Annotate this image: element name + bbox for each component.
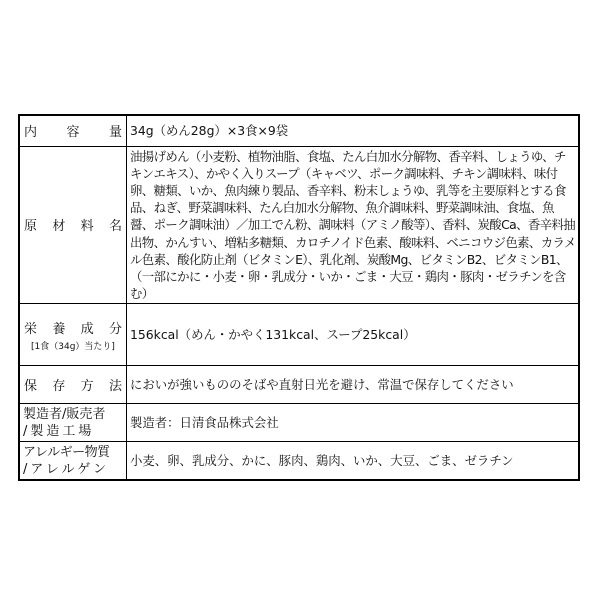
label-char: 方 <box>80 379 94 395</box>
value-nutrition: 156kcal（めん・かやく131kcal、スープ25kcal） <box>127 304 580 366</box>
label-ingredients-text <box>20 215 126 234</box>
label-nutrition-serving: [1食（34g）当たり] <box>31 341 115 352</box>
row-nutrition <box>19 304 579 366</box>
row-allergens <box>19 442 579 480</box>
value-storage: においが強いもののそばや直射日光を避け、常温で保存してください <box>127 366 580 404</box>
label-manufacturer-line1: 製造者/販売者 <box>23 406 106 422</box>
label-allergens <box>19 442 127 480</box>
label-char: 料 <box>80 219 94 235</box>
label-char: 栄 <box>24 321 38 337</box>
label-contents-text <box>20 121 126 140</box>
product-label-table <box>18 114 580 481</box>
label-storage <box>19 366 127 404</box>
label-char: 材 <box>52 219 66 235</box>
label-char: 保 <box>24 379 38 395</box>
label-char: 存 <box>52 379 66 395</box>
label-char: 成 <box>80 321 94 337</box>
label-char: 分 <box>108 321 122 337</box>
label-char: 法 <box>108 379 122 395</box>
row-ingredients <box>19 146 579 304</box>
row-manufacturer <box>19 404 579 442</box>
value-allergens: 小麦、卵、乳成分、かに、豚肉、鶏肉、いか、大豆、ごま、ゼラチン <box>127 442 580 480</box>
value-ingredients: 油揚げめん（小麦粉、植物油脂、食塩、たん白加水分解物、香辛料、しょうゆ、チキンエキス）、かやく入りスープ（キャベツ、ポーク調味料、チキン調味料、味付卵、糖類、いか、魚肉練り製品、香辛料、粉末しょうゆ、乳等を主要原料とする食品、ねぎ、野菜調味料、たん白加水分解物、魚介調味料、野菜調味油、食塩、魚醤、ポーク調味油）／加工でん粉、調味料（アミノ酸等）、香料、炭酸Ca、香辛料抽出物、かんすい、増粘多糖類、カロチノイド色素、酸味料、ベニコウジ色素、カラメル色素、酸化防止剤（ビタミンE）、乳化剤、炭酸Mg、ビタミンB2、ビタミンB1、（一部にかに・小麦・卵・乳成分・いか・ごま・大豆・鶏肉・豚肉・ゼラチンを含む） <box>127 146 580 304</box>
row-contents <box>19 115 579 146</box>
row-storage <box>19 366 579 404</box>
label-manufacturer-line2: /製造工場 <box>23 423 95 439</box>
label-manufacturer <box>19 404 127 442</box>
value-contents: 34g（めん28g）×3食×9袋 <box>127 115 580 146</box>
label-char: 養 <box>52 321 66 337</box>
label-allergens-line1: アレルギー物質 <box>23 444 110 460</box>
label-char: 名 <box>108 219 122 235</box>
label-nutrition <box>19 304 127 366</box>
value-manufacturer: 製造者：日清食品株式会社 <box>127 404 580 442</box>
label-char: 内 <box>24 125 38 141</box>
label-contents <box>19 115 127 146</box>
label-allergens-line2: /アレルゲン <box>23 461 110 477</box>
label-char: 容 <box>66 125 80 141</box>
label-char: 量 <box>108 125 122 141</box>
label-ingredients <box>19 146 127 304</box>
label-storage-text <box>20 375 126 394</box>
label-char: 原 <box>24 219 38 235</box>
label-nutrition-text <box>20 318 126 337</box>
